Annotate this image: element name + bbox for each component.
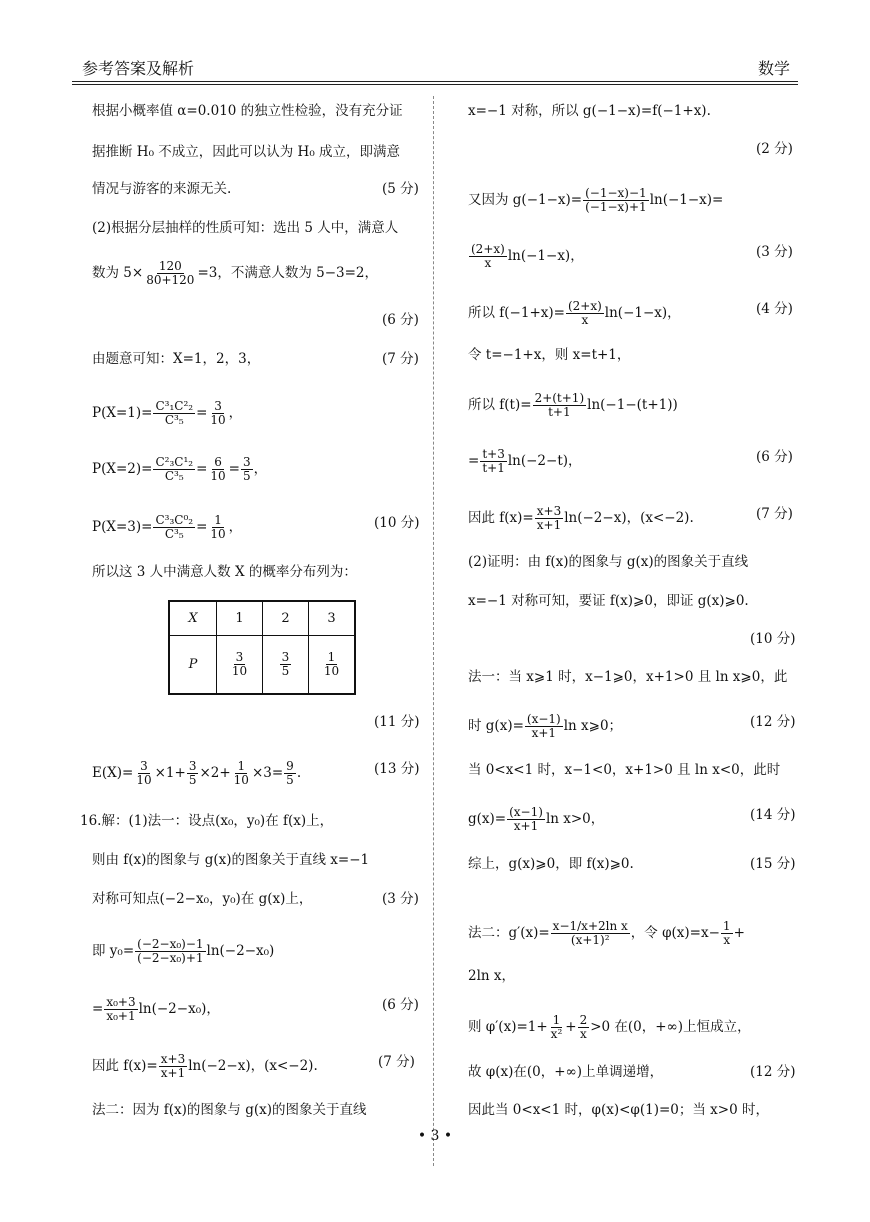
- text: ln(−2−x)，(x<−2).: [564, 510, 694, 526]
- text-line: (2)证明：由 f(x)的图象与 g(x)的图象关于直线: [468, 554, 749, 570]
- score-mark: (7 分): [382, 351, 419, 367]
- formula-line: [92, 400, 242, 427]
- fraction: [134, 760, 153, 787]
- numerator: 3: [235, 650, 244, 664]
- text: ln x⩾0；: [563, 718, 623, 734]
- text-line: 法一：当 x⩾1 时，x−1⩾0，x+1>0 且 ln x⩾0，此: [468, 669, 788, 685]
- text: =: [196, 519, 208, 535]
- denominator: C³₅: [164, 413, 184, 427]
- numerator: 3: [140, 759, 148, 773]
- fraction: [232, 760, 251, 787]
- text-line: (2)根据分层抽样的性质可知：选出 5 人中，满意人: [92, 220, 399, 236]
- text: 法二：g′(x)=: [468, 925, 550, 941]
- numerator: C³₁C²₂: [155, 399, 194, 413]
- table-cell: [217, 636, 263, 695]
- text: ，令 φ(x)=x−: [630, 925, 720, 941]
- fraction: [578, 1014, 590, 1041]
- text: ln(−1−x)，: [507, 248, 584, 264]
- numerator: 2+(t+1): [534, 391, 585, 405]
- text: 因此 f(x)=: [468, 510, 534, 526]
- table-cell: 3: [309, 601, 356, 636]
- fraction: [551, 920, 630, 947]
- header-title: 参考答案及解析: [82, 59, 195, 78]
- numerator: (−2−x₀)−1: [137, 937, 204, 951]
- text: ln(−1−x)=: [649, 192, 724, 208]
- text: ln(−2−x₀)，: [138, 1001, 220, 1017]
- denominator: 10: [210, 527, 226, 541]
- formula-line: [92, 760, 301, 787]
- denominator: (x+1)²: [570, 933, 610, 947]
- score-mark: (15 分): [750, 856, 796, 872]
- denominator: 5: [242, 469, 251, 483]
- table-cell: [263, 636, 309, 695]
- text: 所以 f(t)=: [468, 397, 532, 413]
- numerator: x+3: [536, 504, 562, 518]
- denominator: x+1: [160, 1066, 186, 1080]
- text-line: 由题意可知：X=1，2，3，: [92, 351, 261, 367]
- fraction: [135, 938, 205, 965]
- text: ，: [253, 461, 268, 477]
- numerator: C²₃C¹₂: [155, 455, 194, 469]
- numerator: x+3: [160, 1052, 186, 1066]
- denominator: C³₅: [164, 527, 184, 541]
- table-cell: 1: [217, 601, 263, 636]
- header-subject: 数学: [757, 59, 790, 78]
- text-line: 法二：因为 f(x)的图象与 g(x)的图象关于直线: [92, 1102, 367, 1118]
- text: g(x)=: [468, 811, 507, 827]
- denominator: 10: [323, 664, 340, 678]
- fraction: [208, 456, 227, 483]
- numerator: (x−1): [526, 712, 561, 726]
- formula-line: [92, 456, 267, 483]
- denominator: (−2−x₀)+1: [137, 951, 204, 965]
- text: =: [196, 461, 208, 477]
- text: 因此 f(x)=: [92, 1058, 158, 1074]
- fraction: [480, 448, 507, 475]
- text-line: 情况与游客的来源无关.: [92, 181, 232, 197]
- score-mark: (4 分): [756, 301, 793, 317]
- score-mark: (10 分): [374, 515, 420, 531]
- text: =: [196, 405, 208, 421]
- text-line: 根据小概率值 α=0.010 的独立性检验，没有充分证: [92, 103, 403, 119]
- text: ×3=: [251, 765, 284, 781]
- numerator: 3: [281, 650, 290, 664]
- denominator: 10: [210, 413, 226, 427]
- fraction: [153, 456, 195, 483]
- fraction: [230, 651, 249, 678]
- cell-text: X: [188, 611, 198, 626]
- fraction: [549, 1014, 565, 1041]
- text: =3，不满意人数为 5−3=2，: [197, 265, 379, 281]
- denominator: x+1: [513, 819, 539, 833]
- denominator: t+1: [548, 405, 571, 419]
- text: ×1+: [154, 765, 186, 781]
- question-16-line: 16.解：(1)法一：设点(x₀，y₀)在 f(x)上，: [80, 813, 334, 829]
- formula-line: [468, 713, 622, 740]
- fraction: [583, 187, 649, 214]
- text-line: 因此当 0<x<1 时，φ(x)<φ(1)=0；当 x>0 时，: [468, 1102, 769, 1118]
- score-mark: (5 分): [382, 181, 419, 197]
- text: E(X)=: [92, 765, 134, 781]
- table-cell: 2: [263, 601, 309, 636]
- text: =: [468, 453, 480, 469]
- fraction: [208, 400, 227, 427]
- fraction: [566, 300, 604, 327]
- formula-line: [468, 505, 694, 532]
- denominator: 5: [286, 773, 294, 787]
- denominator: x: [579, 1027, 587, 1041]
- fraction: [241, 456, 253, 483]
- numerator: 6: [214, 455, 222, 469]
- fraction: [144, 260, 196, 287]
- numerator: C³₃C⁰₂: [155, 513, 194, 527]
- numerator: 2: [579, 1013, 588, 1027]
- score-mark: (6 分): [756, 449, 793, 465]
- denominator: x: [723, 933, 731, 947]
- denominator: 10: [210, 469, 226, 483]
- fraction: [507, 806, 545, 833]
- formula-line: [468, 1014, 751, 1041]
- denominator: 10: [231, 664, 248, 678]
- formula-line: [468, 243, 584, 270]
- denominator: x+1: [531, 726, 557, 740]
- numerator: 1: [237, 759, 246, 773]
- text-line: 所以这 3 人中满意人数 X 的概率分布列为：: [92, 564, 357, 580]
- text: 所以 f(−1+x)=: [468, 305, 565, 321]
- text: =: [92, 1001, 104, 1017]
- denominator: C³₅: [164, 469, 184, 483]
- numerator: (−1−x)−1: [585, 186, 647, 200]
- denominator: 10: [233, 773, 249, 787]
- score-mark: (14 分): [750, 807, 796, 823]
- text: ln x>0，: [545, 811, 605, 827]
- numerator: x₀+3: [106, 995, 136, 1009]
- denominator: 5: [188, 773, 197, 787]
- text-line: 令 t=−1+x，则 x=t+1，: [468, 347, 631, 363]
- fraction: [159, 1053, 187, 1080]
- text: P(X=3)=: [92, 519, 153, 535]
- text-line: 综上，g(x)⩾0，即 f(x)⩾0.: [468, 856, 634, 872]
- text: 即 y₀=: [92, 943, 135, 959]
- text: ，: [228, 405, 243, 421]
- numerator: (2+x): [471, 242, 505, 256]
- formula-line: [468, 300, 681, 327]
- formula-line: [468, 806, 604, 833]
- formula-line: [92, 514, 242, 541]
- text: ×2+: [199, 765, 231, 781]
- fraction: [153, 400, 195, 427]
- fraction: [208, 514, 227, 541]
- fraction: [153, 514, 195, 541]
- text-line: x=−1 对称可知，要证 f(x)⩾0，即证 g(x)⩾0.: [468, 593, 749, 609]
- text: ln(−2−x)，(x<−2).: [188, 1058, 318, 1074]
- text-line: 故 φ(x)在(0，+∞)上单调递增，: [468, 1064, 664, 1080]
- score-mark: (6 分): [382, 997, 419, 1013]
- numerator: 1: [327, 650, 336, 664]
- score-mark: (12 分): [750, 714, 796, 730]
- score-mark: (13 分): [374, 761, 420, 777]
- table-header: [169, 636, 217, 695]
- text: =: [228, 461, 240, 477]
- formula-line: [92, 1053, 318, 1080]
- numerator: 1: [552, 1013, 561, 1027]
- formula-line: [468, 392, 678, 419]
- fraction: [284, 760, 296, 787]
- distribution-table: [168, 600, 356, 695]
- denominator: x₀+1: [106, 1009, 136, 1023]
- fraction: [535, 505, 563, 532]
- text-line: 对称可知点(−2−x₀，y₀)在 g(x)上，: [92, 891, 313, 907]
- formula-line: [92, 260, 378, 287]
- score-mark: (11 分): [374, 714, 420, 730]
- fraction: [533, 392, 587, 419]
- text: 数为 5×: [92, 265, 144, 281]
- fraction: [469, 243, 507, 270]
- formula-line: [468, 448, 582, 475]
- text: 时 g(x)=: [468, 718, 524, 734]
- denominator: 10: [136, 773, 152, 787]
- text: +: [565, 1019, 577, 1035]
- numerator: (x−1): [509, 805, 543, 819]
- text-line: 据推断 H₀ 不成立，因此可以认为 H₀ 成立，即满意: [92, 144, 401, 160]
- text: +: [733, 925, 745, 941]
- page-number: • 3 •: [417, 1128, 453, 1144]
- text: ，: [228, 519, 243, 535]
- formula-line: [92, 938, 274, 965]
- fraction: [280, 651, 292, 678]
- score-mark: (3 分): [382, 891, 419, 907]
- text-line: 当 0<x<1 时，x−1<0，x+1>0 且 ln x<0，此时: [468, 762, 781, 778]
- column-divider: [433, 96, 434, 1166]
- text-line: 则由 f(x)的图象与 g(x)的图象关于直线 x=−1: [92, 852, 370, 868]
- fraction: [187, 760, 199, 787]
- numerator: 1: [214, 513, 222, 527]
- numerator: (2+x): [567, 299, 602, 313]
- table-header: [169, 601, 217, 636]
- score-mark: (10 分): [750, 631, 796, 647]
- denominator: x²: [550, 1027, 563, 1041]
- score-mark: (2 分): [756, 141, 793, 157]
- denominator: 80+120: [146, 273, 195, 287]
- score-mark: (6 分): [382, 312, 419, 328]
- table-row: [169, 636, 355, 695]
- text: P(X=1)=: [92, 405, 153, 421]
- text: >0 在(0，+∞)上恒成立，: [590, 1019, 751, 1035]
- numerator: 3: [242, 455, 251, 469]
- text: ln(−1−(t+1)): [587, 397, 678, 413]
- formula-line: [468, 187, 723, 214]
- table-row: [169, 601, 355, 636]
- denominator: x: [581, 313, 589, 327]
- header-rule-thin: [72, 84, 798, 85]
- numerator: 3: [214, 399, 222, 413]
- score-mark: (7 分): [378, 1054, 415, 1070]
- fraction: [104, 996, 137, 1023]
- score-mark: (7 分): [756, 506, 793, 522]
- text: .: [296, 765, 302, 781]
- text: ln(−1−x)，: [604, 305, 681, 321]
- text-line: 2ln x，: [468, 968, 516, 984]
- text: P(X=2)=: [92, 461, 153, 477]
- formula-line: [468, 920, 745, 947]
- numerator: t+3: [482, 447, 505, 461]
- fraction: [721, 920, 733, 947]
- denominator: x+1: [536, 518, 562, 532]
- text: 又因为 g(−1−x)=: [468, 192, 583, 208]
- numerator: 1: [722, 919, 731, 933]
- header-rule: [72, 81, 798, 82]
- denominator: t+1: [482, 461, 505, 475]
- text-line: x=−1 对称，所以 g(−1−x)=f(−1+x).: [468, 103, 711, 119]
- score-mark: (12 分): [750, 1064, 796, 1080]
- formula-line: [92, 996, 220, 1023]
- text: ln(−2−t)，: [507, 453, 582, 469]
- fraction: [525, 713, 563, 740]
- score-mark: (3 分): [756, 244, 793, 260]
- text: ln(−2−x₀): [206, 943, 275, 959]
- numerator: 120: [158, 259, 182, 273]
- numerator: 3: [188, 759, 197, 773]
- denominator: (−1−x)+1: [585, 200, 647, 214]
- cell-text: P: [188, 657, 198, 672]
- numerator: 9: [286, 759, 294, 773]
- text: 则 φ′(x)=1+: [468, 1019, 548, 1035]
- fraction: [322, 651, 341, 678]
- denominator: 5: [281, 664, 290, 678]
- table-cell: [309, 636, 356, 695]
- numerator: x−1/x+2ln x: [552, 919, 628, 933]
- denominator: x: [484, 256, 492, 270]
